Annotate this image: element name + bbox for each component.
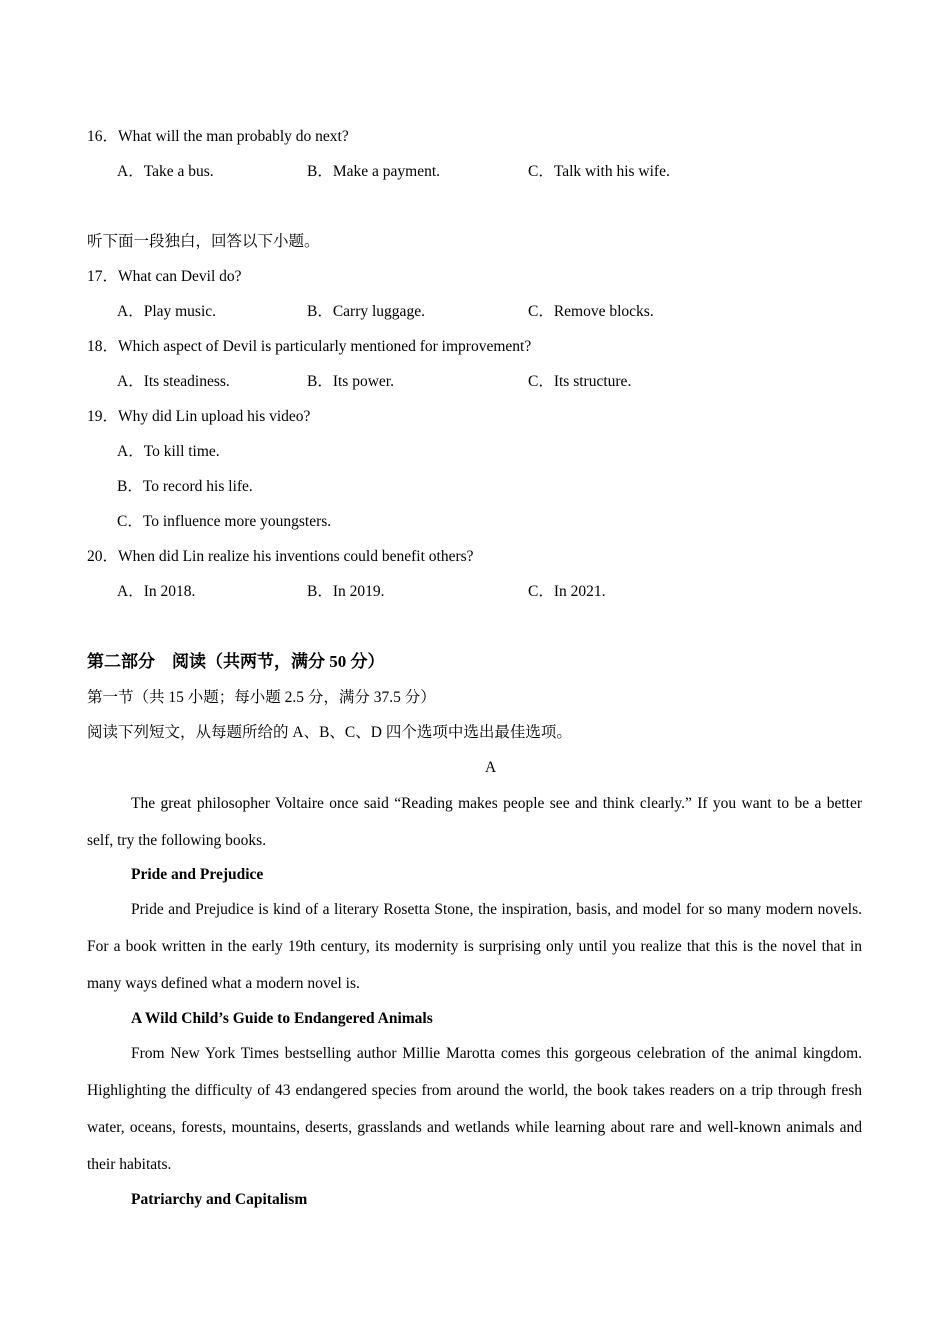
reading-section-title: 第一节（共 15 小题；每小题 2.5 分，满分 37.5 分）: [87, 689, 436, 706]
question-18-stem: 18．Which aspect of Devil is particularly mentioned for improvement?: [87, 338, 532, 355]
passage-label: A: [485, 759, 497, 776]
question-18-option-b: B．Its power.: [307, 373, 394, 390]
reading-part-title: 第二部分 阅读（共两节，满分 50 分）: [87, 652, 385, 671]
question-16-option-b: B．Make a payment.: [307, 163, 441, 180]
book-description-2: From New York Times bestselling author Millie Marotta comes this gorgeous celebration of the animal kingdom. Highlighting the difficulty of 43 endangered species from around the world, the book takes readers on a trip through fresh water, oceans, forests, mountains, deserts, grasslands and wetlands while learning about rare and well-known animals and their habitats.: [87, 1045, 862, 1173]
monologue-instruction: 听下面一段独白，回答以下小题。: [87, 233, 320, 250]
question-18-option-a: A．Its steadiness.: [117, 373, 230, 390]
question-17-option-a: A．Play music.: [117, 303, 217, 320]
reading-instruction: 阅读下列短文，从每题所给的 A、B、C、D 四个选项中选出最佳选项。: [87, 724, 572, 741]
question-19-option-a: A．To kill time.: [117, 443, 220, 460]
question-18-option-c: C．Its structure.: [528, 373, 632, 390]
question-16-stem: 16．What will the man probably do next?: [87, 128, 349, 145]
question-19-option-c: C．To influence more youngsters.: [117, 513, 332, 530]
question-16-option-a: A．Take a bus.: [117, 163, 214, 180]
passage-intro: The great philosopher Voltaire once said “Reading makes people see and think clearly.” If you want to be a better self, try the following books.: [87, 795, 862, 849]
question-19-option-b: B．To record his life.: [117, 478, 253, 495]
question-16-option-c: C．Talk with his wife.: [528, 163, 670, 180]
question-20-option-b: B．In 2019.: [307, 583, 385, 600]
book-title-2: A Wild Child’s Guide to Endangered Animals: [131, 1010, 433, 1027]
book-description-1: Pride and Prejudice is kind of a literary Rosetta Stone, the inspiration, basis, and model for so many modern novels. For a book written in the early 19th century, its modernity is surprising only until you realize that this is the novel that in many ways defined what a modern novel is.: [87, 901, 862, 992]
question-20-stem: 20．When did Lin realize his inventions could benefit others?: [87, 548, 474, 565]
book-title-1: Pride and Prejudice: [131, 866, 264, 883]
book-title-3: Patriarchy and Capitalism: [131, 1191, 308, 1208]
question-19-stem: 19．Why did Lin upload his video?: [87, 408, 311, 425]
question-17-option-b: B．Carry luggage.: [307, 303, 425, 320]
question-17-stem: 17．What can Devil do?: [87, 268, 242, 285]
question-20-option-c: C．In 2021.: [528, 583, 606, 600]
question-20-option-a: A．In 2018.: [117, 583, 196, 600]
question-17-option-c: C．Remove blocks.: [528, 303, 654, 320]
